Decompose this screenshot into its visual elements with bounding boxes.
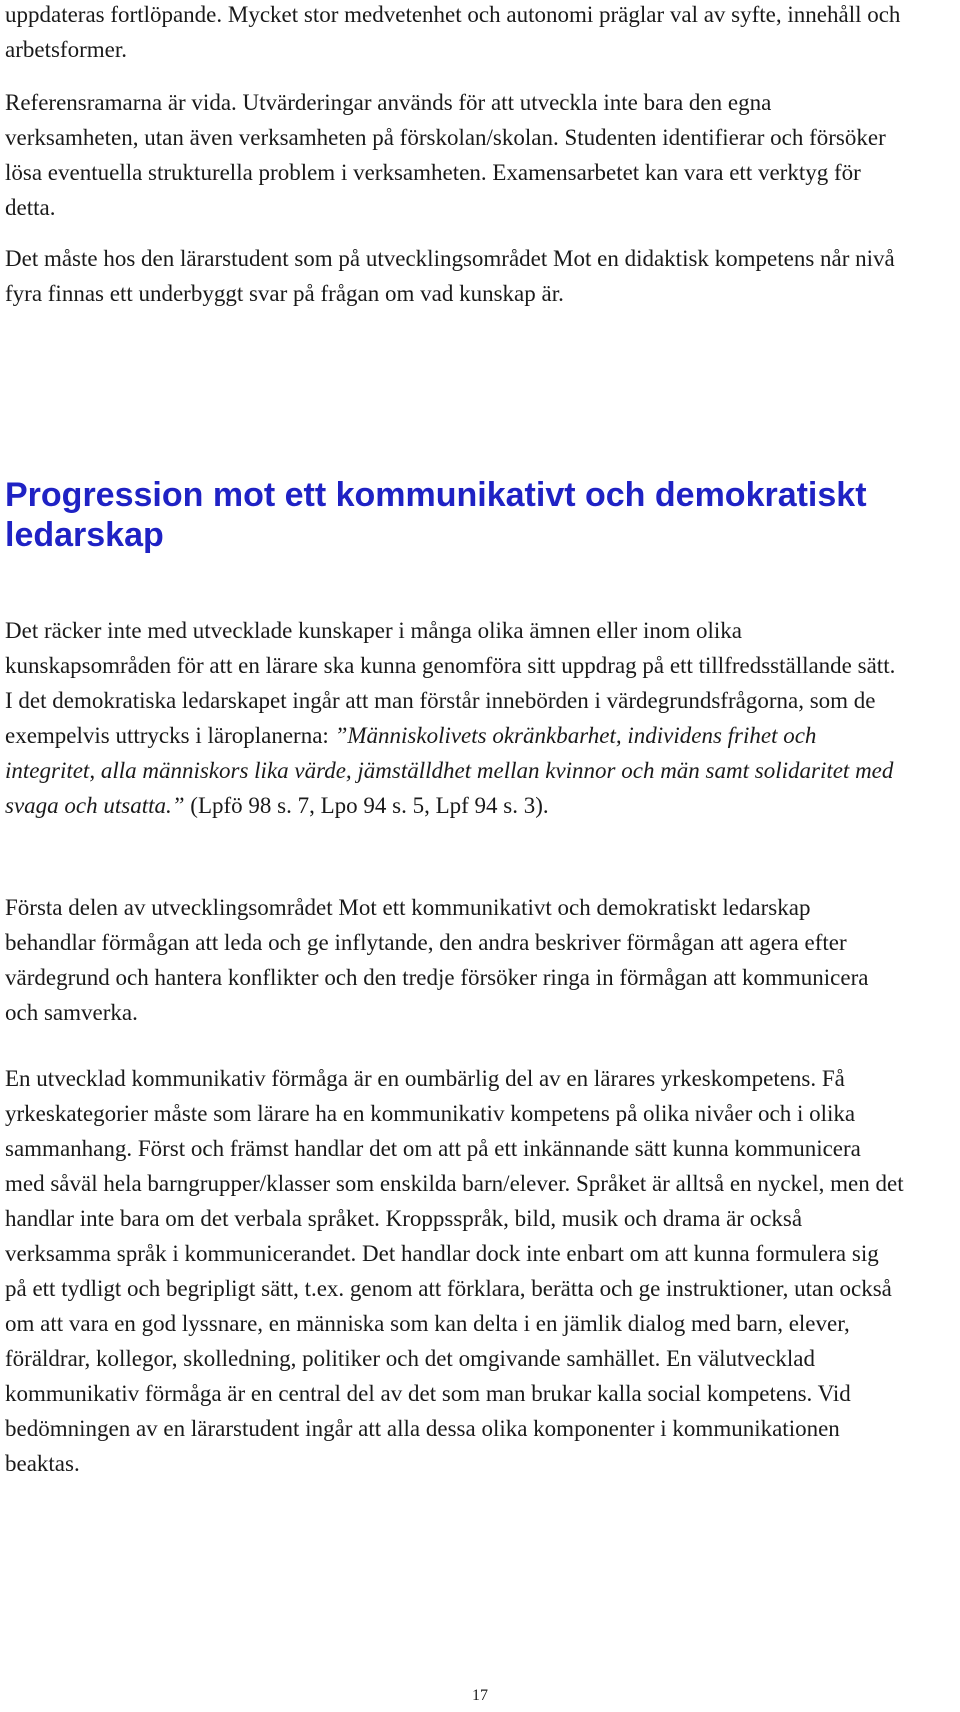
section-heading: Progression mot ett kommunikativt och demokratiskt ledarskap	[5, 476, 867, 554]
paragraph-reference-frames: Referensramarna är vida. Utvärderingar används för att utveckla inte bara den egna verksamheten, utan även verksamheten på förskolan/skolan. Studenten identifierar och försöker lösa eventuella strukturella problem i verksamheten. Examensarbetet kan vara ett verktyg för detta.	[5, 90, 886, 220]
curriculum-quote: ”Människolivets okränkbarhet, individens frihet och integritet, alla människors lika värde, jämställdhet mellan kvinnor och män samt solidaritet med svaga och utsatta.”	[5, 723, 894, 818]
curriculum-reference: (Lpfö 98 s. 7, Lpo 94 s. 5, Lpf 94 s. 3).	[184, 793, 549, 818]
page-number: 17	[472, 1687, 488, 1704]
paragraph-communicative-ability: En utvecklad kommunikativ förmåga är en oumbärlig del av en lärares yrkeskompetens. Få yrkeskategorier måste som lärare ha en kommunikativ kompetens på olika nivåer och i olika sammanhang. Först och främst handlar det om att på ett inkännande sätt kunna kommunicera med såväl hela barngrupper/klasser som enskilda barn/elever. Språket är alltså en nyckel, men det handlar inte bara om det verbala språket. Kroppsspråk, bild, musik och drama är också verksamma språk i kommunicerandet. Det handlar dock inte enbart om att kunna formulera sig på ett tydligt och begripligt sätt, t.ex. genom att förklara, berätta och ge instruktioner, utan också om att vara en god lyssnare, en människa som kan delta i en jämlik dialog med barn, elever, föräldrar, kollegor, skolledning, politiker och det omgivande samhället. En välutvecklad kommunikativ förmåga är en central del av det som man brukar kalla social kompetens. Vid bedömningen av en lärarstudent ingår att alla dessa olika komponenter i kommunikationen beaktas.	[5, 1066, 904, 1476]
paragraph-intro-text: Det räcker inte med utvecklade kunskaper i många olika ämnen eller inom olika kunskapsområden för att en lärare ska kunna genomföra sitt uppdrag på ett tillfredsställande sätt. I det demokratiska ledarskapet ingår att man förstår innebörden i värdegrundsfrågorna, som de exempelvis uttrycks i läroplanerna:	[5, 618, 896, 748]
paragraph-development-area: Första delen av utvecklingsområdet Mot ett kommunikativt och demokratiskt ledarskap behandlar förmågan att leda och ge inflytande, den andra beskriver förmågan att agera efter värdegrund och hantera konflikter och den tredje försöker ringa in förmågan att kommunicera och samverka.	[5, 895, 869, 1025]
paragraph-democratic-leadership	[5, 613, 905, 823]
paragraph-knowledge-answer: Det måste hos den lärarstudent som på utvecklingsområdet Mot en didaktisk kompetens når nivå fyra finnas ett underbyggt svar på frågan om vad kunskap är.	[5, 246, 895, 306]
paragraph-continued: uppdateras fortlöpande. Mycket stor medvetenhet och autonomi präglar val av syfte, innehåll och arbetsformer.	[5, 2, 901, 62]
